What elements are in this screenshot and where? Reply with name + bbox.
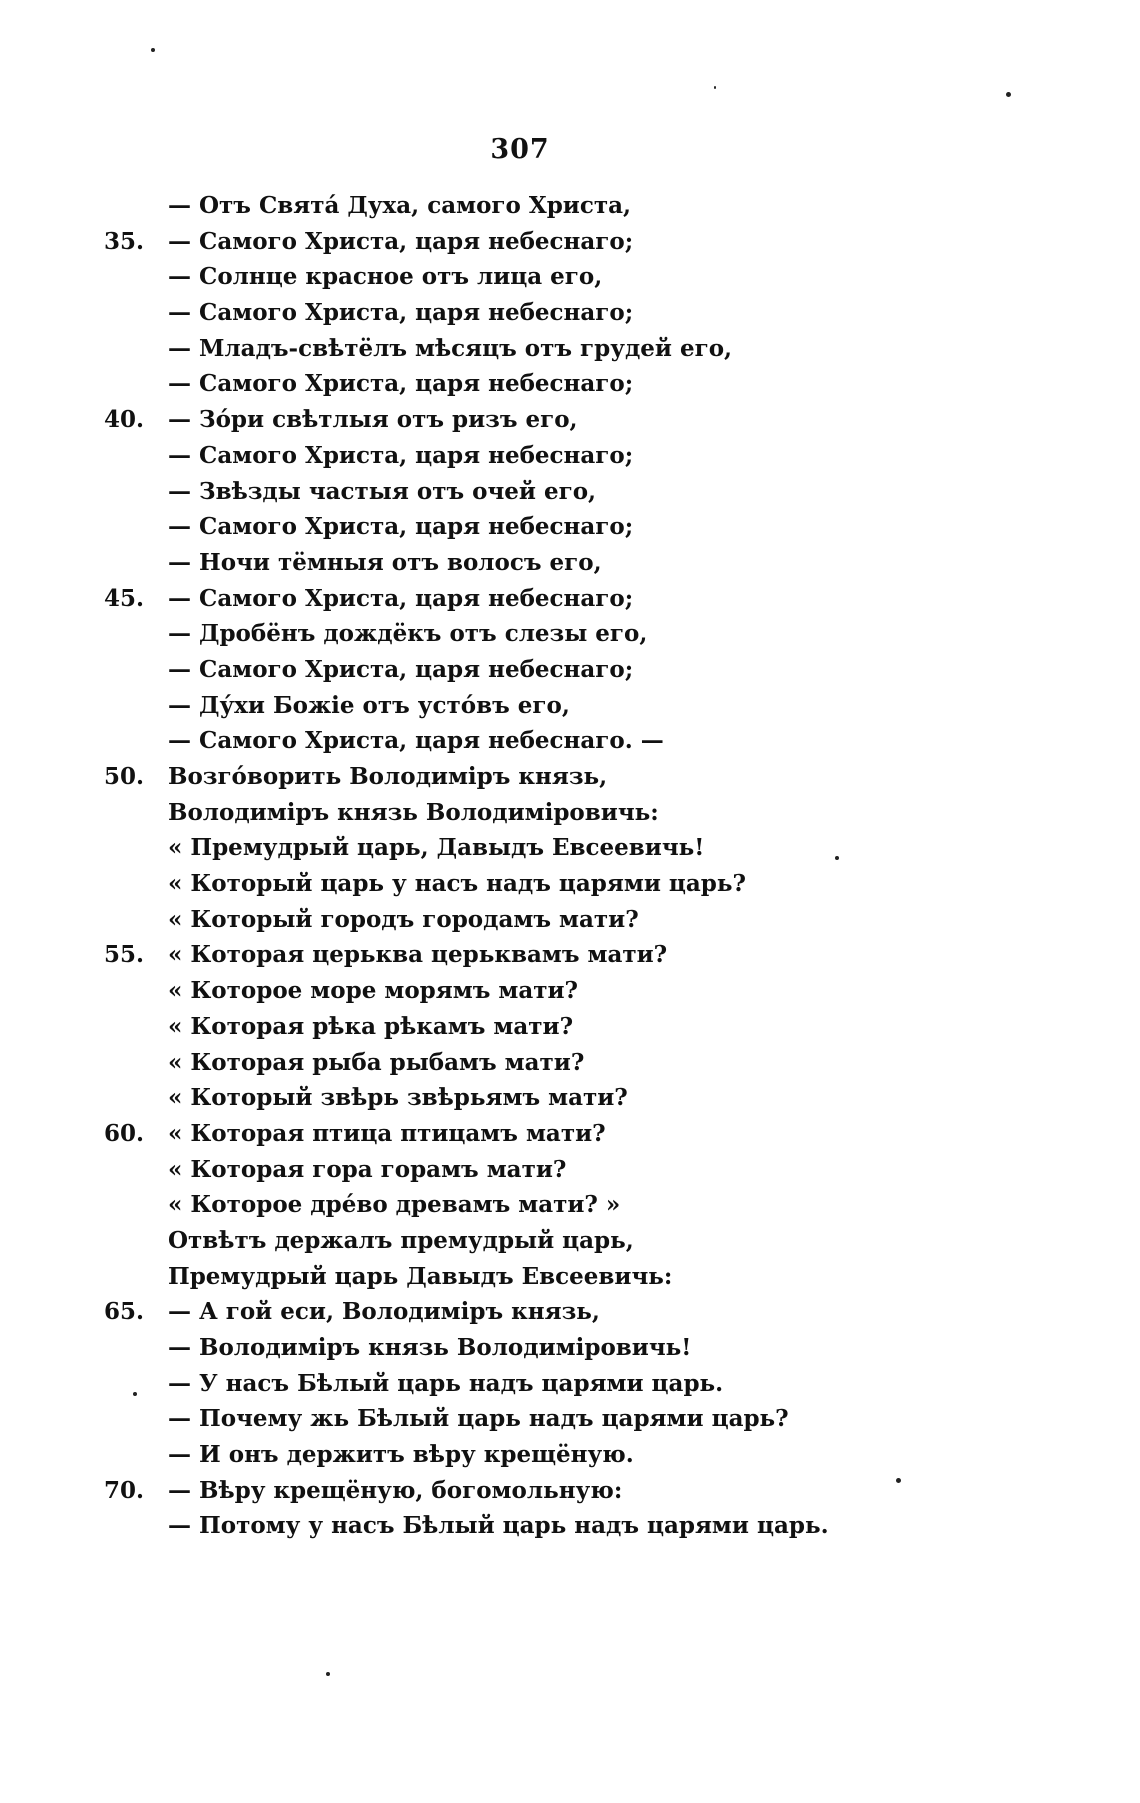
line-text: — Дробёнъ дождёкъ отъ слезы его, — [168, 620, 648, 648]
verse-line — [0, 402, 1140, 438]
verse-line — [0, 509, 1140, 545]
line-text: — Самого Христа, царя небеснаго; — [168, 584, 634, 612]
line-number: 70. — [104, 1476, 145, 1504]
verse-line — [0, 1187, 1140, 1223]
verse-line — [0, 652, 1140, 688]
verse-line — [0, 1009, 1140, 1045]
verse-line — [0, 474, 1140, 510]
verse-line — [0, 545, 1140, 581]
line-text: « Которая рыба рыбамъ мати? — [168, 1048, 585, 1076]
verse-line — [0, 937, 1140, 973]
line-text: — Зо́ри свѣтлыя отъ ризъ его, — [168, 406, 578, 434]
print-speck — [151, 48, 155, 52]
line-text: — Младъ-свѣтёлъ мѣсяцъ отъ грудей его, — [168, 334, 733, 362]
line-text: — Ду́хи Божіе отъ усто́въ его, — [168, 691, 570, 719]
line-number: 55. — [104, 941, 145, 969]
line-text: Отвѣтъ держалъ премудрый царь, — [168, 1226, 634, 1254]
verse-line — [0, 723, 1140, 759]
verse-block — [0, 188, 1140, 1544]
verse-line — [0, 188, 1140, 224]
line-number: 65. — [104, 1298, 145, 1326]
verse-line — [0, 1366, 1140, 1402]
verse-line — [0, 1045, 1140, 1081]
print-speck — [133, 1392, 137, 1396]
print-speck — [835, 856, 839, 860]
verse-line — [0, 438, 1140, 474]
verse-line — [0, 1437, 1140, 1473]
verse-line — [0, 1152, 1140, 1188]
verse-line — [0, 688, 1140, 724]
verse-line — [0, 616, 1140, 652]
verse-line — [0, 1401, 1140, 1437]
line-text: — Самого Христа, царя небеснаго. — — [168, 727, 664, 755]
verse-line — [0, 1080, 1140, 1116]
verse-line — [0, 224, 1140, 260]
verse-line — [0, 830, 1140, 866]
verse-line — [0, 973, 1140, 1009]
line-text: — Самого Христа, царя небеснаго; — [168, 441, 634, 469]
line-text: « Которая рѣка рѣкамъ мати? — [168, 1012, 574, 1040]
line-text: « Который царь у насъ надъ царями царь? — [168, 870, 746, 898]
verse-line — [0, 366, 1140, 402]
verse-line — [0, 1259, 1140, 1295]
line-text: — Ночи тёмныя отъ волосъ его, — [168, 548, 602, 576]
print-speck — [714, 86, 716, 89]
verse-line — [0, 1223, 1140, 1259]
line-text: Володимiръ князь Володимiровичь: — [168, 798, 659, 826]
line-text: — И онъ держитъ вѣру крещёную. — [168, 1441, 634, 1469]
line-text: — Володимiръ князь Володимiровичь! — [168, 1334, 692, 1361]
verse-line — [0, 1116, 1140, 1152]
line-text: — Самого Христа, царя небеснаго; — [168, 513, 634, 541]
verse-line — [0, 1473, 1140, 1509]
line-text: — Самого Христа, царя небеснаго; — [168, 655, 634, 683]
verse-line — [0, 866, 1140, 902]
verse-line — [0, 259, 1140, 295]
line-text: — Отъ Свята́ Духа, самого Христа, — [168, 192, 632, 219]
verse-line — [0, 902, 1140, 938]
line-text: — Самого Христа, царя небеснаго; — [168, 299, 634, 327]
line-text: — Вѣру крещёную, богомольную: — [168, 1476, 623, 1504]
line-text: — Самого Христа, царя небеснаго; — [168, 370, 634, 398]
line-number: 35. — [104, 227, 145, 255]
verse-line — [0, 581, 1140, 617]
line-number: 60. — [104, 1119, 145, 1147]
line-text: — Потому у насъ Бѣлый царь надъ царями царь. — [168, 1512, 829, 1540]
line-number: 50. — [104, 763, 145, 790]
line-text: « Который городъ городамъ мати? — [168, 905, 639, 933]
verse-line — [0, 1330, 1140, 1366]
verse-line — [0, 795, 1140, 831]
line-text: « Которая церьква церьквамъ мати? — [168, 941, 668, 969]
line-text: — Самого Христа, царя небеснаго; — [168, 227, 634, 255]
line-text: « Премудрый царь, Давыдъ Евсеевичь! — [168, 834, 705, 862]
line-text: « Который звѣрь звѣрьямъ мати? — [168, 1084, 628, 1112]
print-speck — [896, 1478, 901, 1483]
line-number: 40. — [104, 406, 145, 434]
line-text: — Почему жь Бѣлый царь надъ царями царь? — [168, 1405, 789, 1433]
line-text: — У насъ Бѣлый царь надъ царями царь. — [168, 1369, 724, 1397]
verse-line — [0, 1294, 1140, 1330]
line-text: — Солнце красное отъ лица его, — [168, 263, 603, 291]
line-text: « Которое дре́во древамъ мати? » — [168, 1191, 621, 1219]
verse-line — [0, 295, 1140, 331]
verse-line — [0, 1508, 1140, 1544]
line-number: 45. — [104, 584, 145, 612]
line-text: « Которая гора горамъ мати? — [168, 1155, 567, 1183]
verse-line — [0, 331, 1140, 367]
print-speck — [1006, 92, 1011, 97]
line-text: « Которое море морямъ мати? — [168, 977, 579, 1005]
verse-line — [0, 759, 1140, 795]
line-text: Премудрый царь Давыдъ Евсеевичь: — [168, 1262, 673, 1290]
print-speck — [326, 1672, 330, 1676]
line-text: Возго́ворить Володимiръ князь, — [168, 763, 608, 790]
line-text: — А гой еси, Володимiръ князь, — [168, 1298, 600, 1326]
page-number: 307 — [490, 134, 550, 165]
line-text: « Которая птица птицамъ мати? — [168, 1119, 606, 1147]
line-text: — Звѣзды частыя отъ очей его, — [168, 477, 597, 505]
